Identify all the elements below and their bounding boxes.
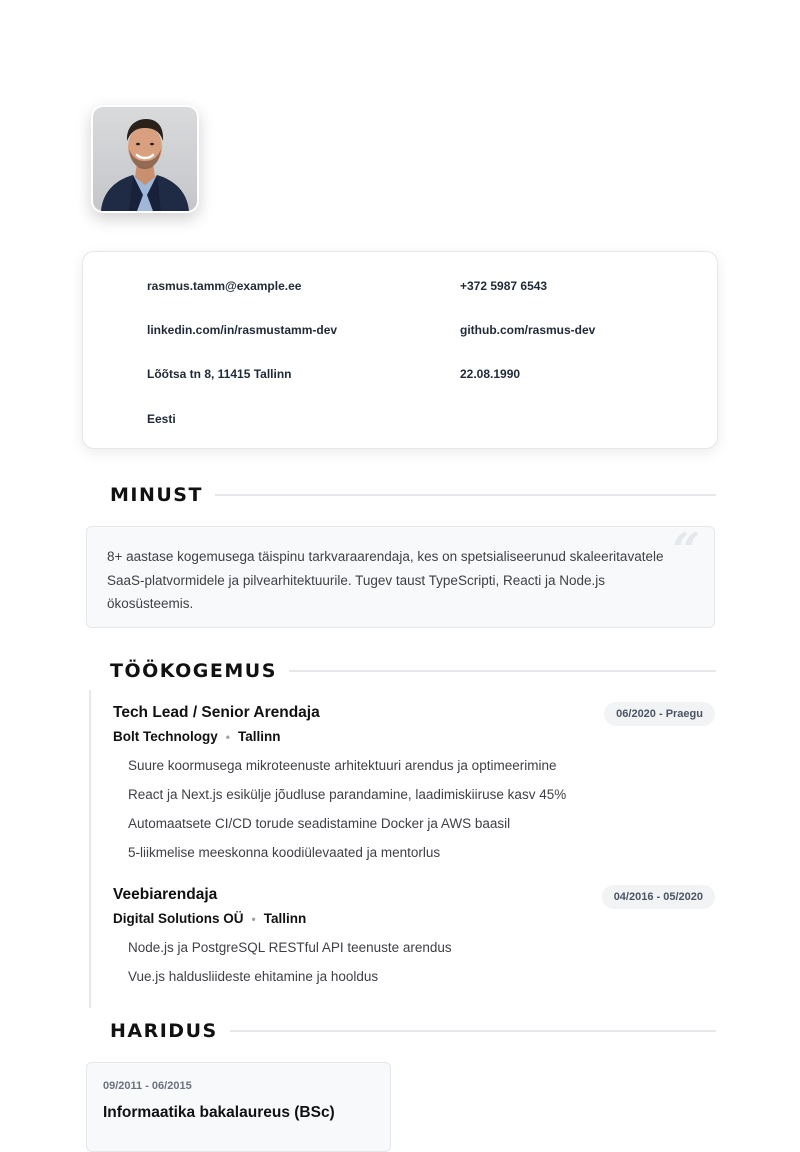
job-bullet: Vue.js haldusliidestе ehitamine ja hooldus [128, 969, 379, 984]
job-location: Tallinn [237, 729, 281, 744]
contact-github[interactable]: github.com/rasmus-dev [460, 323, 596, 337]
job-bullet: Suure koormusega mikroteenuste arhitektuuri arendus ja optimeerimine [128, 758, 557, 773]
timeline-line [89, 690, 91, 1008]
contact-country: Eesti [147, 412, 176, 426]
job-bullet: React ja Next.js esikülje jõudluse parandamine, laadimiskiiruse kasv 45% [128, 787, 567, 802]
section-header-education [110, 1020, 716, 1042]
section-title-education: HARIDUS [110, 1020, 218, 1042]
job-bullet: Automaatsete CI/CD torude seadistamine Docker ja AWS baasil [128, 816, 511, 831]
contact-email[interactable]: rasmus.tamm@example.ee [147, 279, 302, 293]
section-divider [215, 494, 716, 496]
job-date-badge: 06/2020 - Praegu [604, 702, 715, 726]
education-dates: 09/2011 - 06/2015 [103, 1080, 192, 1092]
job-company: Bolt Technology [113, 729, 218, 744]
job-company-line [113, 911, 306, 926]
contact-phone[interactable]: +372 5987 6543 [460, 279, 548, 293]
education-card [86, 1062, 391, 1152]
quote-icon: “ [672, 523, 700, 579]
avatar [93, 107, 197, 211]
job-title: Veebiarendaja [113, 886, 218, 903]
about-card [86, 523, 715, 628]
job-bullet: 5-liikmelise meeskonna koodiülevaated ja mentorlus [128, 845, 441, 860]
job-title: Tech Lead / Senior Arendaja [113, 704, 320, 721]
separator-dot: • [225, 730, 230, 744]
contact-card [82, 251, 718, 449]
job-company: Digital Solutions OÜ [113, 911, 244, 926]
about-text: 8+ aastase kogemusega täispinu tarkvaraarendaja, kes on spetsialiseerunud skaleeritavatele SaaS-platvormidele ja pilvearhitektuurile. Tugev taust TypeScripti, Reacti ja Node.js ökosüsteemis. [107, 549, 664, 611]
section-title-experience: TÖÖKOGEMUS [110, 660, 277, 682]
job-bullet: Node.js ja PostgreSQL RESTful API teenuste arendus [128, 940, 452, 955]
section-divider [230, 1030, 716, 1032]
job-location: Tallinn [263, 911, 307, 926]
job-date-badge: 04/2016 - 05/2020 [602, 885, 715, 909]
section-header-about [110, 484, 716, 506]
section-title-about: MINUST [110, 484, 203, 506]
contact-linkedin[interactable]: linkedin.com/in/rasmustamm-dev [147, 323, 338, 337]
contact-birthdate: 22.08.1990 [460, 367, 521, 381]
section-header-experience [110, 660, 716, 682]
job-company-line [113, 729, 280, 744]
profile-photo [91, 105, 199, 213]
section-divider [289, 670, 716, 672]
separator-dot: • [251, 912, 256, 926]
contact-address: Lõõtsa tn 8, 11415 Tallinn [147, 367, 292, 381]
education-degree: Informaatika bakalaureus (BSc) [103, 1104, 335, 1121]
